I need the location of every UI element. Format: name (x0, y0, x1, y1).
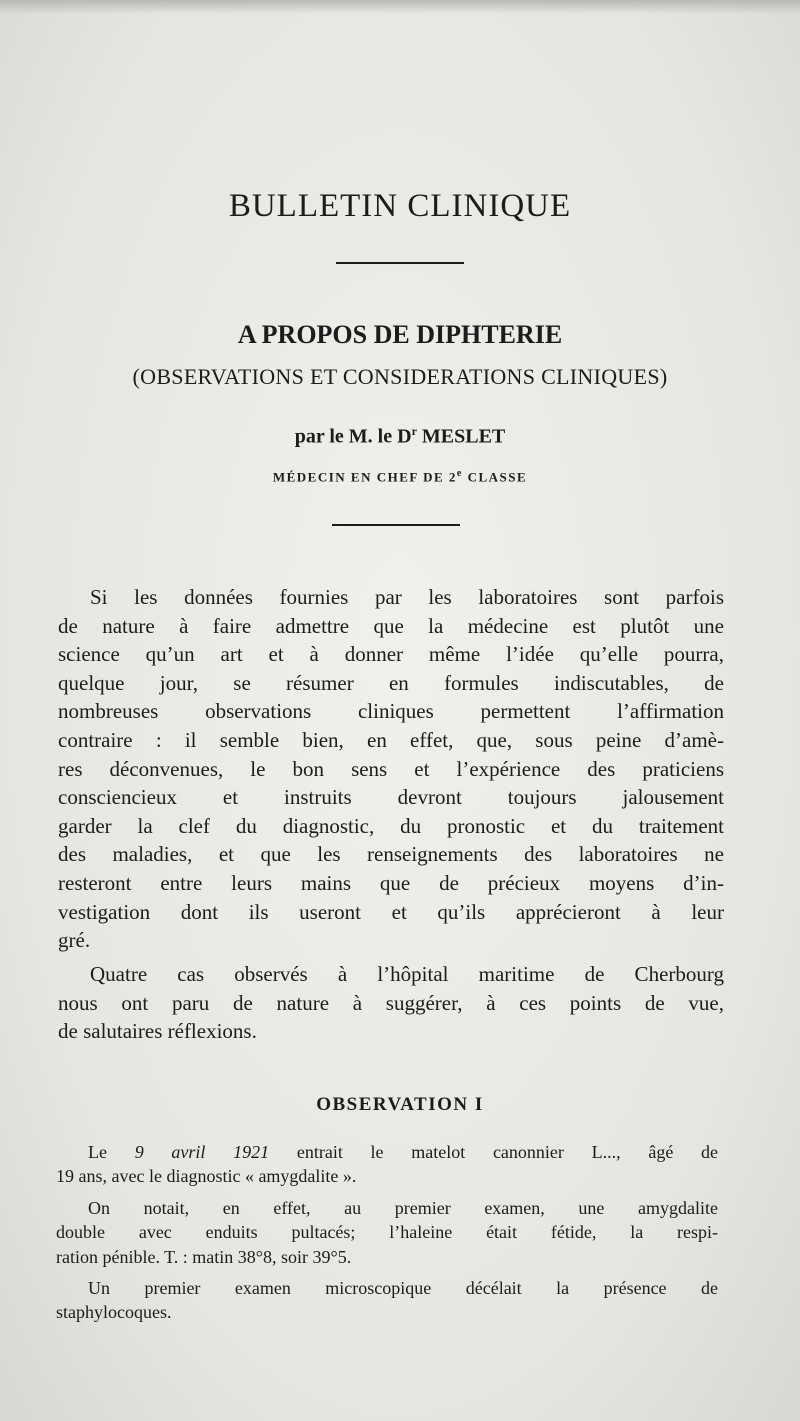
author-byline (0, 424, 800, 449)
text-line: vestigation dont ils useront et qu’ils apprécieront à leur (58, 899, 724, 924)
observation-paragraph-1 (56, 1140, 718, 1189)
text-line: Quatre cas observés à l’hôpital maritime de Cherbourg (90, 962, 724, 986)
role-prefix: MÉDECIN EN CHEF DE 2 (272, 469, 457, 485)
text-line: des maladies, et que les renseignements des laboratoires ne (58, 842, 724, 867)
text-line: ration pénible. T. : matin 38°8, soir 39°5. (56, 1246, 352, 1267)
article-subtitle: (OBSERVATIONS ET CONSIDERATIONS CLINIQUES) (132, 364, 668, 389)
text-line: res déconvenues, le bon sens et l’expérience des praticiens (58, 756, 724, 781)
observation-heading: OBSERVATION I (316, 1094, 484, 1115)
role-suffix: CLASSE (462, 469, 528, 485)
byline-superscript: r (411, 424, 417, 438)
text-line: resteront entre leurs mains que de précieux moyens d’in- (58, 870, 724, 895)
article-title: A PROPOS DE DIPHTERIE (237, 320, 563, 349)
text-line: garder la clef du diagnostic, du pronostic et du traitement (58, 813, 724, 838)
text-segment: entrait le matelot canonnier L..., âgé de (269, 1142, 719, 1162)
section-title: BULLETIN CLINIQUE (228, 188, 572, 224)
observation-paragraph-2 (56, 1196, 718, 1269)
text-line: de nature à faire admettre que la médecine est plutôt une (58, 613, 724, 638)
text-line: Si les données fournies par les laboratoires sont parfois (90, 585, 724, 609)
text-line: contraire : il semble bien, en effet, que, sous peine d’amè- (58, 727, 724, 752)
observation-date: 9 avril 1921 (134, 1142, 270, 1162)
author-name: MESLET (416, 425, 506, 448)
role-superscript: e (456, 468, 463, 479)
intro-paragraph-2 (58, 960, 724, 1046)
text-line: quelque jour, se résumer en formules indiscutables, de (58, 670, 724, 695)
observation-paragraph-3 (56, 1276, 718, 1325)
text-line: gré. (58, 928, 91, 953)
byline-prefix: par le M. le D (294, 425, 412, 448)
text-line: double avec enduits pultacés; l’haleine était fétide, la respi- (56, 1222, 718, 1243)
intro-paragraph-1 (58, 583, 724, 955)
text-line: nombreuses observations cliniques permettent l’affirmation (58, 699, 724, 724)
author-role (0, 468, 800, 485)
text-line: nous ont paru de nature à suggérer, à ces points de vue, (58, 990, 724, 1015)
text-line: consciencieux et instruits devront toujours jalousement (58, 785, 724, 810)
text-line: 19 ans, avec le diagnostic « amygdalite ». (56, 1166, 357, 1187)
text-line: On notait, en effet, au premier examen, une amygdalite (88, 1198, 718, 1218)
text-segment: Le (88, 1142, 135, 1162)
text-line: Un premier examen microscopique décélait la présence de (88, 1278, 718, 1298)
title-divider (336, 262, 464, 264)
text-line (56, 1140, 718, 1164)
byline-divider (332, 524, 460, 526)
text-line: science qu’un art et à donner même l’idée qu’elle pourra, (58, 642, 724, 667)
text-line: staphylocoques. (56, 1302, 172, 1323)
page-top-edge (0, 0, 800, 14)
text-line: de salutaires réflexions. (58, 1019, 257, 1044)
